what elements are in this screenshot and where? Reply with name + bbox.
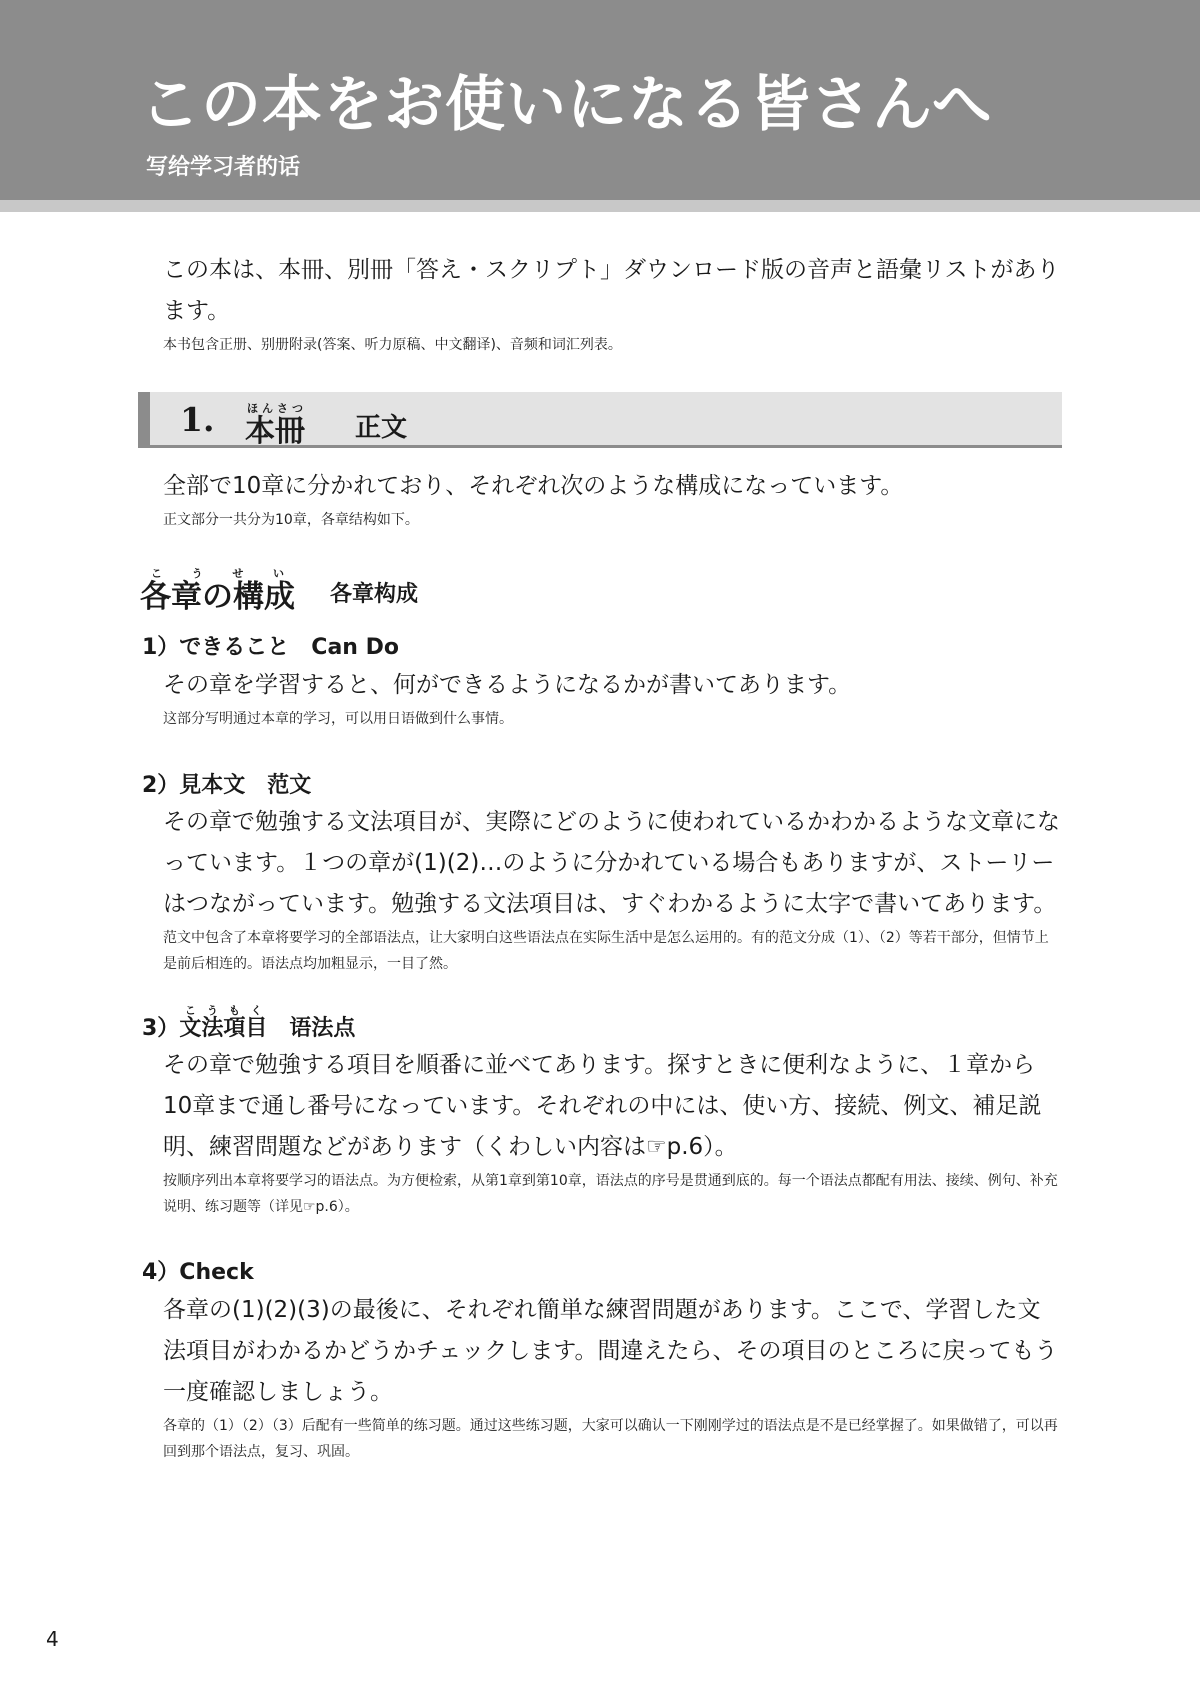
section-number: 1. <box>180 400 215 439</box>
item-4-body <box>140 1290 1062 1465</box>
chapter-structure-title: 各章の構成こうせい <box>140 567 295 615</box>
intro <box>140 250 1062 358</box>
section-title-jp: 本冊ほんさつ <box>245 402 305 449</box>
page-subtitle: 写给学习者的话 <box>146 155 301 180</box>
item-4-heading: 4）Check <box>142 1260 254 1285</box>
item-3-body <box>140 1045 1062 1220</box>
chapter-structure-title-cn: 各章构成 <box>330 582 419 607</box>
item-3-jp: その章で勉強する項目を順番に並べてあります。探すときに便利なように、１章から10章まで通し番号になっています。それぞれの中には、使い方、接続、例文、補足説明、練習問題などがあります（くわしい内容は☞p.6）。 <box>163 1052 1042 1160</box>
item-4-cn: 各章的（1）（2）（3）后配有一些简单的练习题。通过这些练习题，大家可以确认一下刚刚学过的语法点是不是已经掌握了。如果做错了，可以再回到那个语法点，复习、巩固。 <box>163 1418 1058 1460</box>
section-title-cn: 正文 <box>355 413 408 443</box>
item-2-body <box>140 802 1062 977</box>
item-2-jp: その章で勉強する文法項目が、実際にどのように使われているかわかるような文章になっています。１つの章が(1)(2)…のように分かれている場合もありますが、ストーリーはつながっています。勉強する文法項目は、すぐわかるように太字で書いてあります。 <box>163 809 1060 917</box>
intro-cn: 本书包含正册、别册附录(答案、听力原稿、中文翻译)、音频和词汇列表。 <box>163 337 622 353</box>
item-1-heading: 1）できること Can Do <box>142 635 399 660</box>
item-2-heading: 2）見本文 范文 <box>142 773 312 798</box>
item-3-cn: 按顺序列出本章将要学习的语法点。为方便检索，从第1章到第10章，语法点的序号是贯通到底的。每一个语法点都配有用法、接续、例句、补充说明、练习题等（详见☞p.6）。 <box>163 1173 1058 1215</box>
section1-cn: 正文部分一共分为10章，各章结构如下。 <box>163 512 419 528</box>
intro-jp: この本は、本冊、別冊「答え・スクリプト」ダウンロード版の音声と語彙リストがあります。 <box>163 257 1060 324</box>
item-3-heading: 3）文法項目こうもく 语法点 <box>142 1004 356 1041</box>
item-2-cn: 范文中包含了本章将要学习的全部语法点，让大家明白这些语法点在实际生活中是怎么运用的。有的范文分成（1）、（2）等若干部分，但情节上是前后相连的。语法点均加粗显示，一目了然。 <box>163 930 1049 972</box>
section1-jp: 全部で10章に分かれており、それぞれ次のような構成になっています。 <box>163 473 904 499</box>
page-number: 4 <box>46 1627 59 1651</box>
item-1-cn: 这部分写明通过本章的学习，可以用日语做到什么事情。 <box>163 711 513 727</box>
header-band <box>0 200 1200 212</box>
item-1-body <box>140 665 1062 732</box>
item-1-jp: その章を学習すると、何ができるようになるかが書いてあります。 <box>163 672 852 698</box>
section1-body <box>140 466 1062 533</box>
page-title: この本をお使いになる皆さんへ <box>140 70 993 140</box>
item-4-jp: 各章の(1)(2)(3)の最後に、それぞれ簡単な練習問題があります。ここで、学習した文法項目がわかるかどうかチェックします。間違えたら、その項目のところに戻ってもう一度確認しましょう。 <box>163 1297 1058 1405</box>
